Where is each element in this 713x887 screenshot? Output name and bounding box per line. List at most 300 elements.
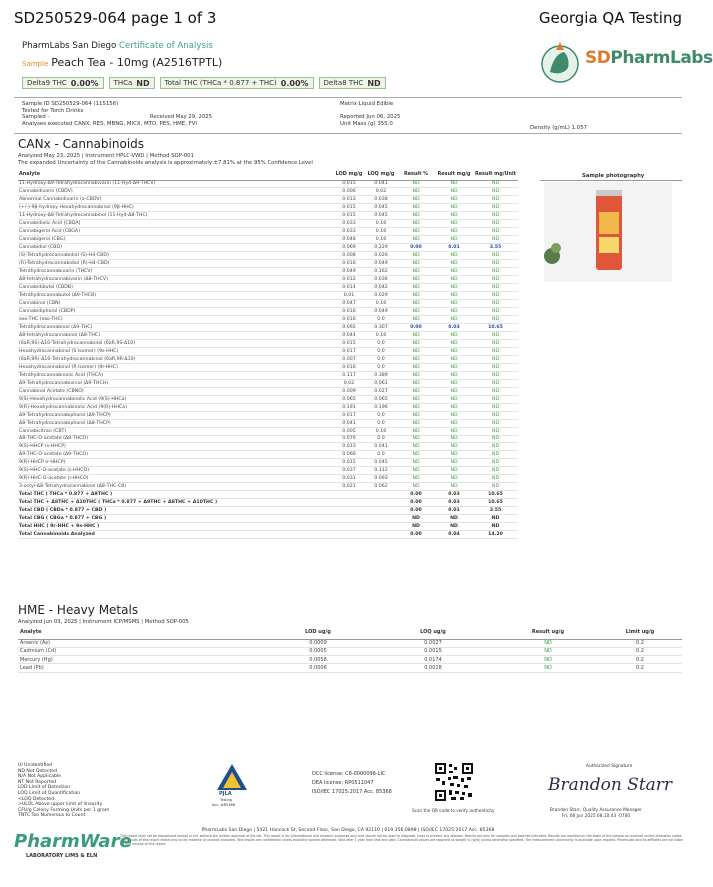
total-row bbox=[18, 523, 518, 531]
loq-cell: 0.16 bbox=[365, 236, 397, 244]
table-row bbox=[18, 315, 518, 323]
col-result-mgg: Result mg/g bbox=[435, 168, 473, 180]
analyte-cell: 9(S)-Hexahydrocannabinolic Acid (9(S)-HHCa) bbox=[18, 395, 333, 403]
limit-cell: 0.2 bbox=[598, 664, 682, 672]
result-pct-cell: ND bbox=[397, 419, 435, 427]
result-mgg-cell: ND bbox=[435, 292, 473, 300]
loq-cell: 0.162 bbox=[365, 268, 397, 276]
result-mgunit-cell: ND bbox=[473, 419, 518, 427]
analyte-cell: 3-octyl-Δ8-Tetrahydrocannabinol (Δ8-THC-C8) bbox=[18, 483, 333, 491]
table-row bbox=[18, 355, 518, 363]
table-row bbox=[18, 196, 518, 204]
result-mgunit-cell: 14.20 bbox=[473, 531, 518, 539]
result-pct-cell: ND bbox=[397, 459, 435, 467]
result-mgg-cell: ND bbox=[435, 308, 473, 316]
result-pct-cell: 0.00 bbox=[397, 507, 435, 515]
analyte-cell: Abnormal Cannabidivarin (a-CBDV) bbox=[18, 196, 333, 204]
analyte-cell: Δ8-Tetrahydrocannabiphorol (Δ8-THCP) bbox=[18, 419, 333, 427]
loq-cell: 0.02 bbox=[365, 188, 397, 196]
col-analyte: Analyte bbox=[18, 168, 333, 180]
table-row bbox=[18, 323, 518, 331]
result-mgg-cell: ND bbox=[435, 196, 473, 204]
sample-name: Peach Tea - 10mg (A2516TPTL) bbox=[51, 56, 223, 69]
result-mgg-cell: ND bbox=[435, 403, 473, 411]
result-pct-cell: ND bbox=[397, 315, 435, 323]
col-result-mgunit: Result mg/Unit bbox=[473, 168, 518, 180]
lod-cell: 0.041 bbox=[333, 419, 365, 427]
result-cell: ND bbox=[498, 639, 598, 647]
col-limit: Limit ug/g bbox=[598, 626, 682, 639]
chip-delta8 bbox=[319, 77, 386, 89]
qr-code-icon[interactable] bbox=[434, 762, 474, 802]
loq-cell: 0.0 bbox=[365, 315, 397, 323]
lod-cell: 0.044 bbox=[333, 331, 365, 339]
result-mgg-cell: ND bbox=[435, 419, 473, 427]
result-mgg-cell: ND bbox=[435, 339, 473, 347]
chip-delta9 bbox=[22, 77, 104, 89]
table-row bbox=[18, 403, 518, 411]
result-mgg-cell: ND bbox=[435, 379, 473, 387]
lod-cell: 0.076 bbox=[333, 435, 365, 443]
lab-name-right: Georgia QA Testing bbox=[538, 9, 682, 27]
analyte-cell: 9(R)-HHCP (r-HHCP) bbox=[18, 459, 333, 467]
result-pct-cell: ND bbox=[397, 268, 435, 276]
result-mgg-cell: ND bbox=[435, 180, 473, 188]
analyte-cell: Total HHC ( 9r-HHC + 9s-HHC ) bbox=[18, 523, 333, 531]
table-row bbox=[18, 347, 518, 355]
analyte-cell: (6aR,9S)-Δ10-Tetrahydrocannabinol (6aR,9S-Δ10) bbox=[18, 339, 333, 347]
result-pct-cell: ND bbox=[397, 220, 435, 228]
result-pct-cell: ND bbox=[397, 515, 435, 523]
result-mgg-cell: ND bbox=[435, 363, 473, 371]
analyte-cell: Cannabidiol (CBD) bbox=[18, 244, 333, 252]
result-mgunit-cell: ND bbox=[473, 483, 518, 491]
analyte-cell: 11-Hydroxy-Δ8-Tetrahydrocannabinol (11-Hyd-Δ8-THC) bbox=[18, 212, 333, 220]
result-mgg-cell: ND bbox=[435, 395, 473, 403]
analyte-cell: Δ8-tetrahydrocannabivarin (Δ8-THCV) bbox=[18, 276, 333, 284]
lod-cell: 0.015 bbox=[333, 180, 365, 188]
lab-name: PharmLabs San Diego bbox=[22, 41, 117, 51]
result-mgunit-cell: ND bbox=[473, 212, 518, 220]
loq-cell: 0.042 bbox=[365, 284, 397, 292]
table-row bbox=[18, 212, 518, 220]
cannabinoids-table-body bbox=[18, 168, 518, 539]
result-mgunit-cell: ND bbox=[473, 276, 518, 284]
lod-cell: 0.016 bbox=[333, 260, 365, 268]
chip-label: Total THC (THCa * 0.877 + THC) bbox=[164, 79, 277, 87]
table-row bbox=[18, 387, 518, 395]
result-mgg-cell: ND bbox=[435, 387, 473, 395]
result-pct-cell: ND bbox=[397, 308, 435, 316]
lod-cell: 0.0058 bbox=[268, 656, 368, 664]
lod-cell: 0.017 bbox=[333, 347, 365, 355]
doc-type: Certificate of Analysis bbox=[119, 41, 213, 51]
result-pct-cell: ND bbox=[397, 252, 435, 260]
lod-cell: 0.016 bbox=[333, 315, 365, 323]
analyte-cell: 9(R)-Hexahydrocannabinolic Acid (9(R)-HHCa) bbox=[18, 403, 333, 411]
result-mgg-cell: ND bbox=[435, 260, 473, 268]
sample-info-right bbox=[340, 101, 400, 127]
heavy-metals-title: HME - Heavy Metals bbox=[18, 603, 139, 617]
result-mgunit-cell: ND bbox=[473, 395, 518, 403]
analyte-cell: Tetrahydrocannabutol (Δ9-THCB) bbox=[18, 292, 333, 300]
total-row bbox=[18, 515, 518, 523]
total-row bbox=[18, 499, 518, 507]
table-row bbox=[18, 220, 518, 228]
loq-cell: 0.0 bbox=[365, 347, 397, 355]
loq-cell: 0.0 bbox=[365, 411, 397, 419]
result-mgunit-cell: ND bbox=[473, 443, 518, 451]
loq-cell: 0.307 bbox=[365, 323, 397, 331]
info-tested-for: Tested for Torch Drinks bbox=[22, 107, 84, 114]
lod-cell: 0.191 bbox=[333, 403, 365, 411]
result-pct-cell: ND bbox=[397, 236, 435, 244]
loq-cell: 0.061 bbox=[365, 379, 397, 387]
result-pct-cell: ND bbox=[397, 212, 435, 220]
lod-cell: 0.013 bbox=[333, 196, 365, 204]
table-row bbox=[18, 395, 518, 403]
table-row bbox=[18, 443, 518, 451]
table-row bbox=[18, 292, 518, 300]
result-pct-cell: ND bbox=[397, 467, 435, 475]
loq-cell: 0.049 bbox=[365, 308, 397, 316]
document-title: SD250529-064 page 1 of 3 bbox=[14, 9, 217, 27]
loq-cell bbox=[365, 523, 397, 531]
lod-cell: 0.033 bbox=[333, 228, 365, 236]
result-mgunit-cell: ND bbox=[473, 236, 518, 244]
info-sampled: Sampled - bbox=[22, 114, 50, 121]
result-pct-cell: ND bbox=[397, 435, 435, 443]
col-loq: LOQ mg/g bbox=[365, 168, 397, 180]
analyte-cell: Cannabinol Acetate (CBNO) bbox=[18, 387, 333, 395]
result-pct-cell: ND bbox=[397, 300, 435, 308]
legend-item: N/A Not Applicable bbox=[18, 774, 61, 780]
total-row bbox=[18, 491, 518, 499]
table-row bbox=[18, 371, 518, 379]
result-pct-cell: ND bbox=[397, 403, 435, 411]
analyte-cell: Arsenic (As) bbox=[18, 639, 268, 647]
cannabinoids-title: CANx - Cannabinoids bbox=[18, 137, 145, 151]
loq-cell: 0.16 bbox=[365, 228, 397, 236]
info-analyses: Analyses executed CANX, RES, MBNG, MICX, MTO, PES, HME, FVI bbox=[22, 120, 198, 127]
result-mgunit-cell: ND bbox=[473, 347, 518, 355]
result-mgunit-cell: 10.65 bbox=[473, 499, 518, 507]
col-loq: LOQ ug/g bbox=[368, 626, 498, 639]
table-row bbox=[18, 268, 518, 276]
result-pct-cell: ND bbox=[397, 523, 435, 531]
result-mgg-cell: ND bbox=[435, 300, 473, 308]
result-mgunit-cell: ND bbox=[473, 451, 518, 459]
loq-cell: 0.0018 bbox=[368, 664, 498, 672]
table-row bbox=[18, 656, 682, 664]
sample-line bbox=[22, 56, 222, 69]
table-row bbox=[18, 363, 518, 371]
table-row bbox=[18, 483, 518, 491]
result-pct-cell: ND bbox=[397, 188, 435, 196]
info-reported: Reported Jun 06, 2025 bbox=[340, 114, 401, 121]
lod-cell: 0.02 bbox=[333, 379, 365, 387]
pjla-label: PJLA bbox=[219, 791, 232, 797]
total-row bbox=[18, 531, 518, 539]
lod-cell: 0.017 bbox=[333, 411, 365, 419]
result-mgunit-cell: ND bbox=[473, 379, 518, 387]
analyte-cell: Cannabidivarin (CBDV) bbox=[18, 188, 333, 196]
result-mgunit-cell: ND bbox=[473, 188, 518, 196]
total-row bbox=[18, 507, 518, 515]
result-mgunit-cell: ND bbox=[473, 387, 518, 395]
table-row bbox=[18, 236, 518, 244]
lod-cell bbox=[333, 491, 365, 499]
lod-cell: 0.005 bbox=[333, 427, 365, 435]
lod-cell bbox=[333, 499, 365, 507]
table-row bbox=[18, 459, 518, 467]
loq-cell: 0.0 bbox=[365, 419, 397, 427]
pjla-sub: Testing bbox=[220, 798, 232, 802]
result-pct-cell: 0.00 bbox=[397, 491, 435, 499]
legend-item: ND Not Detected bbox=[18, 768, 58, 774]
result-mgunit-cell: 3.55 bbox=[473, 507, 518, 515]
lod-cell: 0.015 bbox=[333, 204, 365, 212]
result-mgunit-cell: ND bbox=[473, 355, 518, 363]
result-cell: ND bbox=[498, 664, 598, 672]
footer-disclaimer: This report shall not be reproduced except in full, without the written approval of the lab. This report is for informational and research purposes only and should not be used to diagnose, treat or prevent any disease. Results are only for samples and batches indicated. Results are reported on the basis of the sample as received unless otherwise noted. The results of this report relate only to the material or product analyzed. Test results are confidential unless explicitly waived otherwise. Void after 1 year from test end date. Cannabinoid values are reported as weight % (w/w) unless otherwise specified. The measurement uncertainty is available upon request. PharmLabs and its affiliates are not liable for any misuse of this report. bbox=[120, 834, 684, 846]
chip-label: Delta9 THC bbox=[27, 79, 67, 87]
col-sample-photography: Sample photography bbox=[582, 173, 645, 179]
result-mgunit-cell: ND bbox=[473, 204, 518, 212]
result-pct-cell: ND bbox=[397, 355, 435, 363]
chip-thca bbox=[109, 77, 155, 89]
chip-label: Delta8 THC bbox=[323, 79, 364, 87]
chip-total-thc bbox=[160, 77, 314, 89]
table-header-row bbox=[18, 168, 518, 180]
legend-item: CFU/g Colony Forming Units per 1 gram bbox=[18, 807, 110, 813]
analyte-cell: Cannabidiolic Acid (CBDA) bbox=[18, 220, 333, 228]
heavy-metals-table bbox=[18, 626, 682, 673]
result-mgg-cell: ND bbox=[435, 188, 473, 196]
lod-cell: 0.009 bbox=[333, 387, 365, 395]
cannabinoids-note: The expanded Uncertainty of the Cannabinoids analysis is approximately ±7.81% at the 95% Confidence Level bbox=[18, 160, 313, 166]
analyte-cell: (+/-)-9β-hydroxy Hexahydrocannabinol (9β-HHC) bbox=[18, 204, 333, 212]
result-mgunit-cell: ND bbox=[473, 315, 518, 323]
lod-cell bbox=[333, 515, 365, 523]
result-mgg-cell: ND bbox=[435, 331, 473, 339]
loq-cell: 0.389 bbox=[365, 371, 397, 379]
result-mgg-cell: ND bbox=[435, 515, 473, 523]
loq-cell: 0.041 bbox=[365, 180, 397, 188]
chip-value: 0.00% bbox=[70, 78, 99, 88]
analyte-cell: Cannabidiphorol (CBDP) bbox=[18, 308, 333, 316]
result-mgg-cell: 0.03 bbox=[435, 323, 473, 331]
top-bar bbox=[0, 0, 696, 30]
loq-cell: 0.093 bbox=[365, 475, 397, 483]
result-pct-cell: ND bbox=[397, 292, 435, 300]
loq-cell: 0.0 bbox=[365, 355, 397, 363]
lod-cell: 0.013 bbox=[333, 443, 365, 451]
table-row bbox=[18, 188, 518, 196]
analyte-cell: Tetrahydrocannabivarin (THCV) bbox=[18, 268, 333, 276]
result-mgg-cell: ND bbox=[435, 427, 473, 435]
limit-cell: 0.2 bbox=[598, 639, 682, 647]
lod-cell: 0.031 bbox=[333, 475, 365, 483]
analyte-cell: Δ9-Tetrahydrocannabiorcol (Δ9-THCH) bbox=[18, 379, 333, 387]
result-mgunit-cell: ND bbox=[473, 220, 518, 228]
result-mgg-cell: ND bbox=[435, 315, 473, 323]
result-pct-cell: ND bbox=[397, 260, 435, 268]
table-row bbox=[18, 180, 518, 188]
brand-rest: PharmLabs bbox=[610, 48, 713, 68]
analyte-cell: Cannabicitran (CBT) bbox=[18, 427, 333, 435]
divider bbox=[540, 180, 682, 181]
analyte-cell: Hexahydrocannabinol (R Isomer) (9r-HHC) bbox=[18, 363, 333, 371]
loq-cell: 0.062 bbox=[365, 483, 397, 491]
footer-address: PharmLabs San Diego | 5421 Hancock St, Second Floor, San Diego, CA 92110 | 619.356.0898 | ISO/IEC 17025:2017 Acc. 85368 bbox=[201, 828, 495, 833]
lod-cell: 0.0006 bbox=[268, 664, 368, 672]
analyte-cell: Δ8-tetrahydrocannabinol (Δ8-THC) bbox=[18, 331, 333, 339]
signer-info bbox=[550, 808, 642, 819]
lod-cell: 0.015 bbox=[333, 459, 365, 467]
result-mgg-cell: 0.03 bbox=[435, 499, 473, 507]
result-pct-cell: ND bbox=[397, 180, 435, 188]
lod-cell: 0.0005 bbox=[268, 647, 368, 655]
loq-cell bbox=[365, 491, 397, 499]
result-mgg-cell: ND bbox=[435, 228, 473, 236]
heavy-metals-meta: Analyzed Jun 03, 2025 | Instrument ICP/MSMS | Method SOP-005 bbox=[18, 619, 189, 625]
result-mgg-cell: ND bbox=[435, 411, 473, 419]
result-mgunit-cell: ND bbox=[473, 196, 518, 204]
lod-cell: 0.015 bbox=[333, 212, 365, 220]
legend-item: LOQ Limit of Quantification bbox=[18, 790, 81, 796]
lod-cell: 0.117 bbox=[333, 371, 365, 379]
result-mgg-cell: ND bbox=[435, 347, 473, 355]
result-mgg-cell: ND bbox=[435, 355, 473, 363]
lod-cell: 0.006 bbox=[333, 188, 365, 196]
result-mgunit-cell: ND bbox=[473, 515, 518, 523]
sample-photo bbox=[544, 182, 672, 282]
table-row bbox=[18, 411, 518, 419]
dcc-license: DCC license: C8-0000096-LIC bbox=[312, 771, 386, 777]
result-mgunit-cell: ND bbox=[473, 268, 518, 276]
result-pct-cell: 0.00 bbox=[397, 531, 435, 539]
result-mgunit-cell: ND bbox=[473, 180, 518, 188]
handwritten-signature: Brandon Starr bbox=[548, 775, 673, 795]
result-mgg-cell: ND bbox=[435, 483, 473, 491]
result-pct-cell: ND bbox=[397, 331, 435, 339]
table-row bbox=[18, 427, 518, 435]
legend-item: >ULOL Above upper limit of linearity bbox=[18, 802, 103, 808]
result-mgunit-cell: ND bbox=[473, 308, 518, 316]
table-header-row bbox=[18, 626, 682, 639]
table-row bbox=[18, 308, 518, 316]
table-row bbox=[18, 204, 518, 212]
lod-cell: 0.016 bbox=[333, 363, 365, 371]
analyte-cell: Total CBD ( CBDa * 0.877 + CBD ) bbox=[18, 507, 333, 515]
result-mgg-cell: ND bbox=[435, 220, 473, 228]
table-row bbox=[18, 228, 518, 236]
info-unit-mass: Unit Mass (g) 355.0 bbox=[340, 120, 393, 127]
signer-name: Brandon Starr, Quality Assurance Manager bbox=[550, 808, 642, 813]
result-mgg-cell: ND bbox=[435, 284, 473, 292]
brand-sd: SD bbox=[585, 48, 611, 68]
result-pct-cell: ND bbox=[397, 284, 435, 292]
legend-item: TNTC Too Numerous to Count bbox=[18, 813, 86, 819]
qr-caption: Scan the QR code to verify authenticity bbox=[412, 808, 495, 813]
info-density: Density (g/mL) 1.057 bbox=[530, 125, 588, 131]
result-mgg-cell: ND bbox=[435, 276, 473, 284]
loq-cell: 0.065 bbox=[365, 395, 397, 403]
result-pct-cell: ND bbox=[397, 443, 435, 451]
table-row bbox=[18, 664, 682, 672]
loq-cell bbox=[365, 507, 397, 515]
result-mgunit-cell: ND bbox=[473, 523, 518, 531]
result-mgunit-cell: ND bbox=[473, 252, 518, 260]
loq-cell: 0.0 bbox=[365, 435, 397, 443]
result-pct-cell: ND bbox=[397, 371, 435, 379]
table-row bbox=[18, 300, 518, 308]
lod-cell: 0.049 bbox=[333, 268, 365, 276]
result-mgg-cell: ND bbox=[435, 467, 473, 475]
result-mgunit-cell: ND bbox=[473, 475, 518, 483]
loq-cell: 0.045 bbox=[365, 459, 397, 467]
loq-cell: 0.027 bbox=[365, 387, 397, 395]
analyte-cell: (6aR,9R)-Δ10-Tetrahydrocannabinol (6aR,9R-Δ10) bbox=[18, 355, 333, 363]
lod-cell: 0.069 bbox=[333, 244, 365, 252]
table-row bbox=[18, 260, 518, 268]
chip-value: ND bbox=[136, 78, 150, 88]
col-result-pct: Result % bbox=[397, 168, 435, 180]
loq-cell: 0.0015 bbox=[368, 647, 498, 655]
result-mgg-cell: ND bbox=[435, 371, 473, 379]
result-pct-cell: ND bbox=[397, 387, 435, 395]
summary-chips bbox=[22, 77, 386, 89]
loq-cell: 0.0027 bbox=[368, 639, 498, 647]
result-pct-cell: 0.00 bbox=[397, 323, 435, 331]
table-row bbox=[18, 639, 682, 647]
lod-cell: 0.016 bbox=[333, 308, 365, 316]
table-row bbox=[18, 276, 518, 284]
analyte-cell: 9(R)-HHC-O-acetate (r-HHCO) bbox=[18, 475, 333, 483]
analyte-cell: Tetrahydrocannabinol (Δ9-THC) bbox=[18, 323, 333, 331]
table-row bbox=[18, 451, 518, 459]
table-row bbox=[18, 284, 518, 292]
analyte-cell: Cannabinol (CBN) bbox=[18, 300, 333, 308]
table-row bbox=[18, 419, 518, 427]
analyte-cell: Δ9-THC-O-acetate (Δ9-THCO) bbox=[18, 451, 333, 459]
loq-cell: 0.038 bbox=[365, 196, 397, 204]
loq-cell: 0.16 bbox=[365, 220, 397, 228]
divider bbox=[14, 97, 682, 98]
analyte-cell: Cadmium (Cd) bbox=[18, 647, 268, 655]
table-row bbox=[18, 467, 518, 475]
analyte-cell: (R)-Tetrahydrocannabidiol (R)-H4-CBD) bbox=[18, 260, 333, 268]
loq-cell: 0.045 bbox=[365, 212, 397, 220]
lod-cell: 0.0009 bbox=[268, 639, 368, 647]
loq-cell: 0.0 bbox=[365, 339, 397, 347]
info-matrix: Matrix Liquid Edible bbox=[340, 101, 394, 107]
limit-cell: 0.2 bbox=[598, 656, 682, 664]
result-mgunit-cell: ND bbox=[473, 363, 518, 371]
result-mgg-cell: 0.01 bbox=[435, 244, 473, 252]
pharmware-logo: PharmWare bbox=[14, 831, 132, 852]
analyte-cell: Cannabigerol Acid (CBGA) bbox=[18, 228, 333, 236]
result-pct-cell: ND bbox=[397, 204, 435, 212]
result-pct-cell: 0.00 bbox=[397, 499, 435, 507]
result-mgg-cell: ND bbox=[435, 435, 473, 443]
cannabinoids-table bbox=[18, 168, 518, 539]
analyte-cell: (S)-Tetrahydrocannabidiol (S)-H4-CBD) bbox=[18, 252, 333, 260]
loq-cell: 0.029 bbox=[365, 292, 397, 300]
divider bbox=[14, 133, 682, 134]
lod-cell: 0.092 bbox=[333, 323, 365, 331]
